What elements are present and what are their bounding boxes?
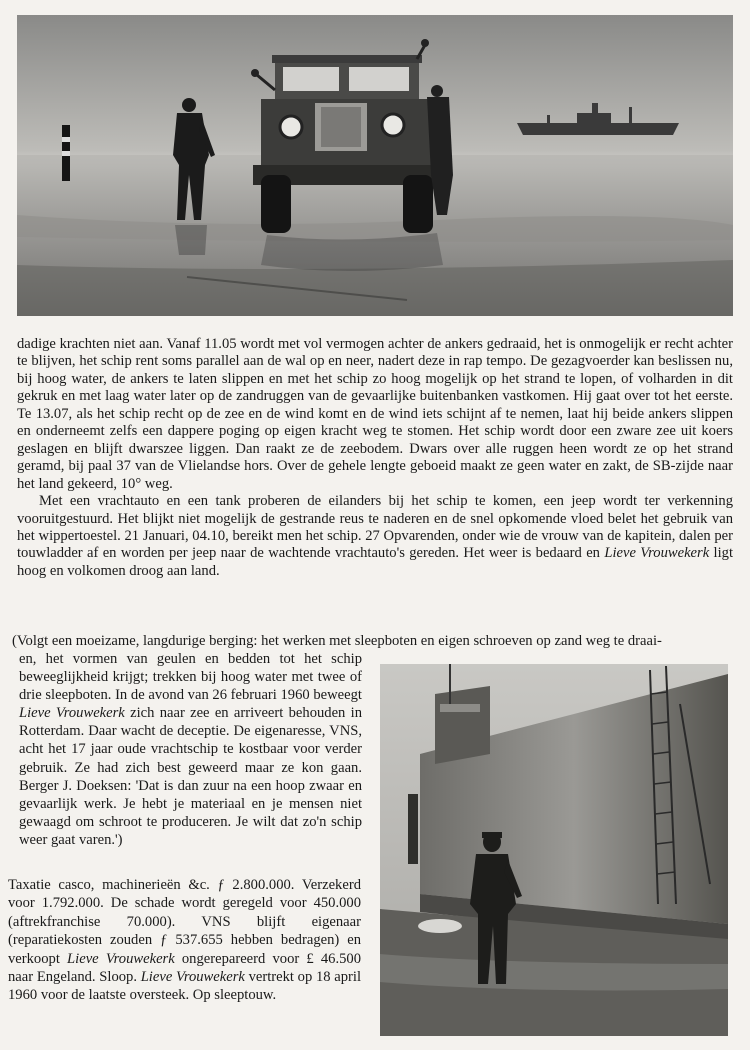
stranded-ship-photo <box>380 664 728 1036</box>
article-paragraph <box>17 493 733 580</box>
paragraph-text: ligt hoog en volkomen droog aan land. <box>17 545 734 579</box>
ship-name: Lieve Vrouwekerk <box>19 705 125 722</box>
beach-jeep-photo <box>17 15 733 316</box>
article-body <box>17 336 733 580</box>
quote-text: en, het vormen van geulen en bedden tot het schip beweeglijkheid krijgt; trekken bij hoog water met twee of drie sleepboten. In de avond van 26 februari 1960 beweegt <box>19 651 362 704</box>
paragraph-text: Met een vrachtauto en een tank proberen de eilanders bij het schip te komen, een jeep wordt ter verkenning vooruitgestuurd. Het blijkt niet mogelijk de gestrande reus te naderen en de snel opkomende vloed belet het gebruik van het wippertoestel. 21 Januari, 04.10, bereikt men het schip. 27 Opvarenden, onder wie de vrouw van de kapitein, dalen per touwladder af en worden per jeep naar de wachtende vrachtauto's gereden. Het weer is bedaard en <box>17 493 733 562</box>
quote-text: zich naar zee en arriveert behouden in Rotterdam. Daar wacht de deceptie. De eigenaresse, VNS, acht het 17 jaar oude vrachtschip te kostbaar voor verder gebruik. Ze had zich best geweerd maar ze kon gaan. Berger J. Doeksen: 'Dat is dan zuur na een hoop zwaar en gevaarlijk werk. Je hebt je materiaal en je mensen niet gewaagd om schroot te produceren. Je wilt dat zo'n schip weer gaat varen.') <box>19 705 363 848</box>
ship-name: Lieve Vrouwekerk <box>604 545 710 562</box>
quote-first-line: (Volgt een moeizame, langdurige berging: het werken met sleepboten en eigen schroeven op zand weg te draai- <box>12 633 662 649</box>
valuation-text: ongerepareerd voor £ 46.500 naar Engeland. Sloop. <box>8 950 361 986</box>
valuation-text: Taxatie casco, machinerieën &c. ƒ 2.800.000. Verzekerd voor 1.792.000. De schade wordt geregeld voor 450.000 (aftrekfranchise 70.000). VNS blijft eigenaar (reparatiekosten zouden ƒ 537.655 hebben bedragen) en verkoopt <box>8 877 361 967</box>
valuation-text: vertrekt op 18 april 1960 voor de laatste oversteek. Op sleeptouw. <box>8 969 362 1004</box>
article-paragraph: dadige krachten niet aan. Vanaf 11.05 wordt met vol vermogen achter de ankers gedraaid, het is onmogelijk er recht achter te blijven, het schip rent soms parallel aan de wal op en neer, nadert deze in rap tempo. De gezagvoerder kan beslissen nu, bij hoog water, de ankers te laten slippen en met het schip zo hoog mogelijk op het strand te lopen, of volharden in dit gekruk en met laag water later op de zandruggen van de gevaarlijke buitenbanken vastkomen. Hij gaat over tot het eerste. Te 13.07, als het schip recht op de zee en de wind komt en de wind iets schijnt af te nemen, laat hij beide ankers slippen en onderneemt zelfs een dappere poging op eigen kracht weg te stomen. Het schip wordt door een zware zee uit koers geslagen en blijft dwarszee liggen. Dan raakt ze de zeebodem. Dwars over alle ruggen heen wordt ze op het strand geramd, bij paal 37 van de Vlielandse hors. Over de gehele lengte geboeid maakt ze geen water en zakt, de SB-zijde naar het land gekeerd, 10° weg. <box>17 336 733 492</box>
quote-body <box>19 650 362 849</box>
valuation-paragraph <box>8 876 361 1005</box>
ship-name: Lieve Vrouwekerk <box>67 950 175 967</box>
ship-name: Lieve Vrouwekerk <box>140 969 245 986</box>
